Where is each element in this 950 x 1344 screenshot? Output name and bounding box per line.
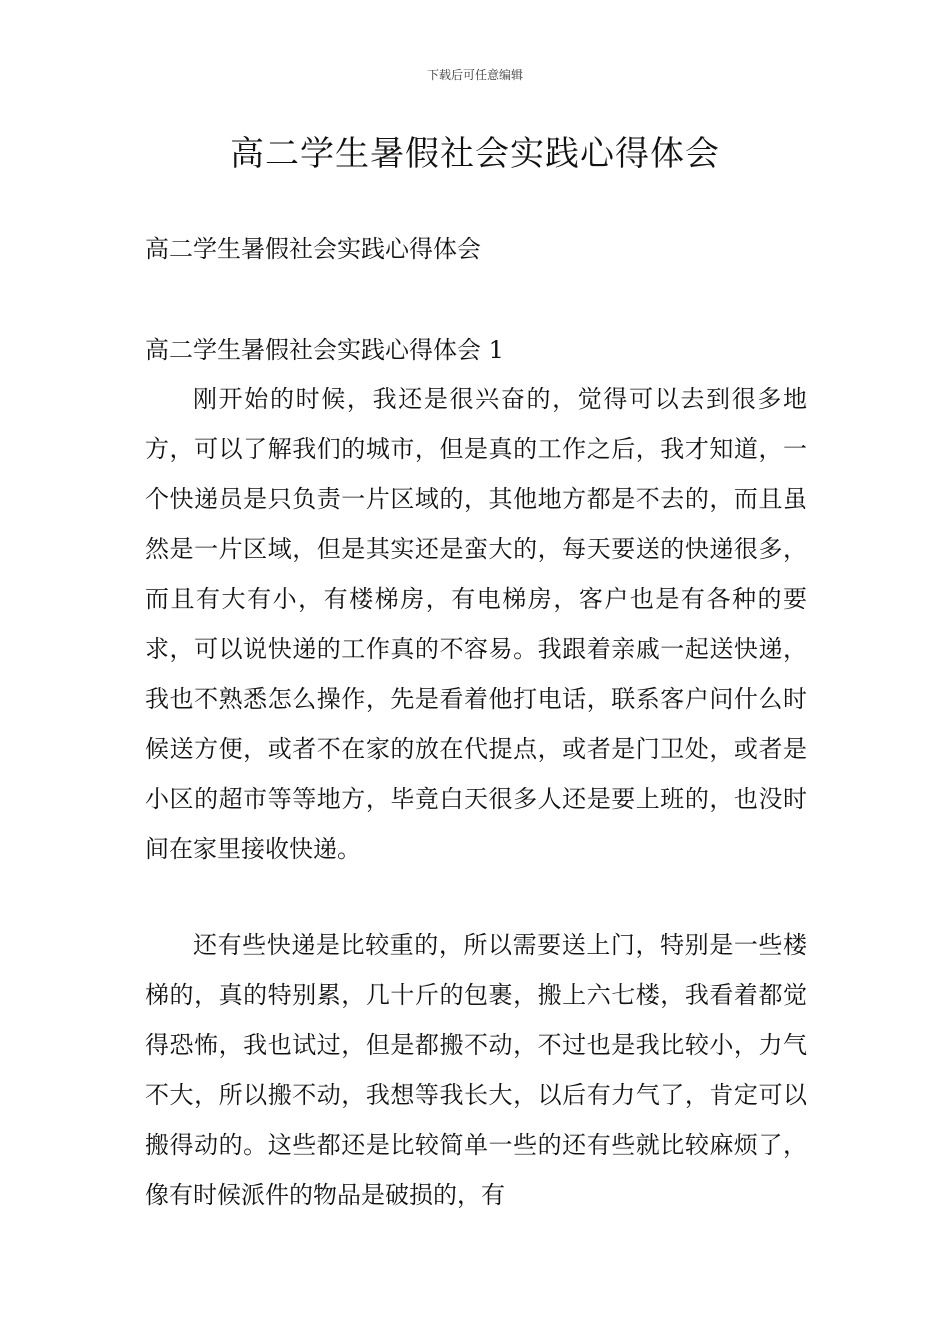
header-note: 下载后可任意编辑 <box>426 68 523 82</box>
document-title: 高二学生暑假社会实践心得体会 <box>230 134 720 174</box>
paragraph: 还有些快递是比较重的，所以需要送上门，特别是一些楼梯的，真的特别累，几十斤的包裹，搬上六七楼，我看着都觉得恐怖，我也试过，但是都搬不动，不过也是我比较小，力气不大，所以搬不动，我想等我长大，以后有力气了，肯定可以搬得动的。这些都还是比较简单一些的还有些就比较麻烦了，像有时候派件的物品是破损的，有 <box>145 931 807 1209</box>
paragraph: 刚开始的时候，我还是很兴奋的，觉得可以去到很多地方，可以了解我们的城市，但是真的工作之后，我才知道，一个快递员是只负责一片区域的，其他地方都是不去的，而且虽然是一片区域，但是其实还是蛮大的，每天要送的快递很多，而且有大有小，有楼梯房，有电梯房，客户也是有各种的要求，可以说快递的工作真的不容易。我跟着亲戚一起送快递，我也不熟悉怎么操作，先是看着他打电话，联系客户问什么时候送方便，或者不在家的放在代提点，或者是门卫处，或者是小区的超市等等地方，毕竟白天很多人还是要上班的，也没时间在家里接收快递。 <box>145 385 807 863</box>
document-subtitle: 高二学生暑假社会实践心得体会 <box>145 235 481 263</box>
section-heading: 高二学生暑假社会实践心得体会 1 <box>145 336 504 364</box>
